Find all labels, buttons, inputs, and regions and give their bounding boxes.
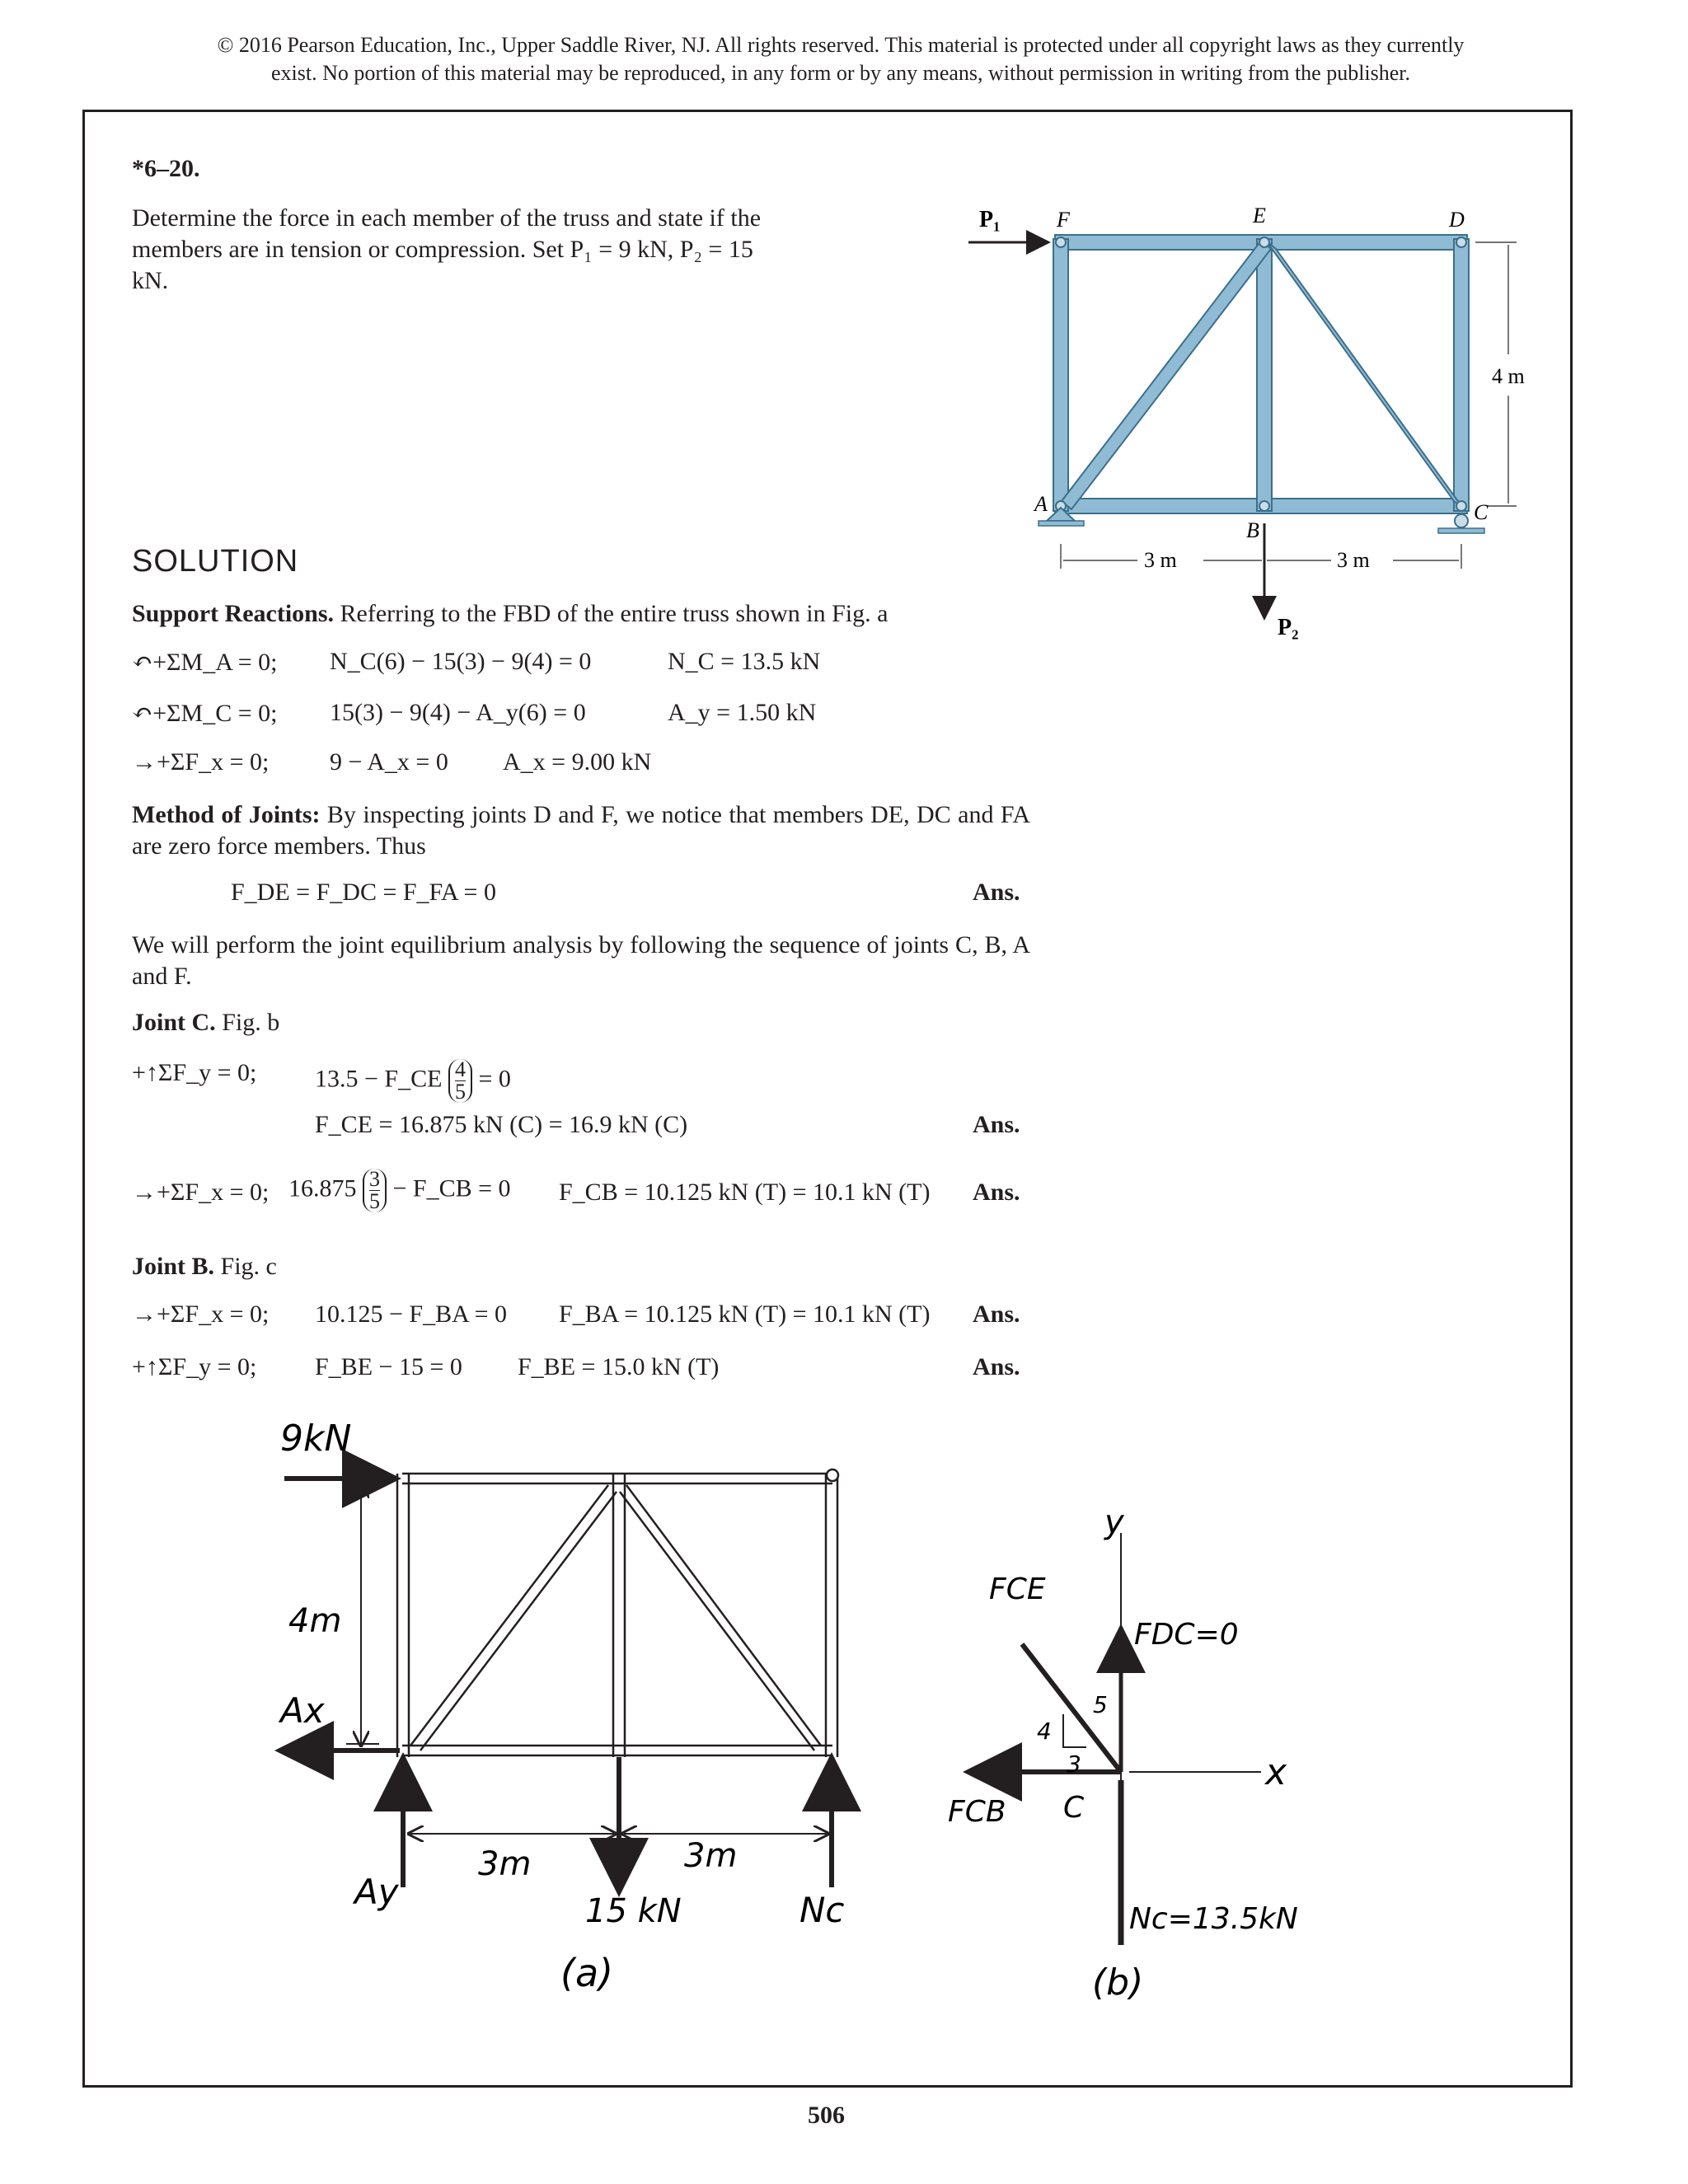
b-eq1-expr: 10.125 − F_BA = 0 [315, 1301, 508, 1328]
copyright-notice [124, 31, 1558, 87]
truss-figure [956, 198, 1533, 659]
ans-label: Ans. [973, 1111, 1020, 1138]
eq3-result: A_x = 9.00 kN [503, 748, 652, 776]
support-reactions-text: Referring to the FBD of the entire truss shown in Fig. a [340, 600, 889, 627]
sketch-a-p2-label: 15 kN [585, 1892, 682, 1930]
b-eq1-lhs: →+ΣF_x = 0; [132, 1301, 270, 1328]
label-P1: P₁ [979, 207, 1001, 232]
eq1-lhs: ↶+ΣM_A = 0; [132, 649, 278, 676]
b-eq2-lhs: +↑ΣF_y = 0; [132, 1353, 257, 1380]
copyright-line-1: © 2016 Pearson Education, Inc., Upper Saddle River, NJ. All rights reserved. This material is protected under all copyright laws as they currently [217, 33, 1465, 57]
label-span-2: 3 m [1337, 548, 1370, 572]
solution-heading: SOLUTION [132, 544, 299, 579]
joint-c-heading [132, 1007, 1030, 1038]
sketch-b-nc-label: Nc=13.5kN [1129, 1902, 1298, 1936]
page-number: 506 [808, 2102, 845, 2129]
sketch-a-nc-label: Nc [799, 1890, 845, 1930]
label-D: D [1449, 208, 1465, 232]
c-eq2-expr-a: 16.875 [288, 1174, 357, 1202]
ans-label: Ans. [973, 1353, 1020, 1380]
c-eq1-expr [315, 1059, 511, 1103]
problem-statement: Determine the force in each member of the truss and state if the members are in tension or compression. Set P₁ = 9 kN, P₂ = 15 kN. [132, 204, 762, 294]
sketch-b-c-label: C [1063, 1791, 1085, 1825]
b-eq2-expr: F_BE − 15 = 0 [315, 1353, 462, 1380]
member-AE [1062, 241, 1271, 509]
eq1-result: N_C = 13.5 kN [668, 648, 821, 675]
method-text: By inspecting joints D and F, we notice that members DE, DC and FA are zero force members. Thus [132, 801, 1030, 860]
c-eq2-expr [288, 1169, 511, 1212]
eq2-result: A_y = 1.50 kN [668, 699, 817, 726]
sketch-a-height-label: 4m [288, 1602, 342, 1640]
member-FA [1053, 239, 1068, 511]
ans-label: Ans. [973, 879, 1020, 906]
fraction-3-5: $\frac{3}{5}$ [363, 1169, 387, 1212]
eq2-lhs: ↶+ΣM_C = 0; [132, 700, 278, 727]
sketch-b-fce-label: FCE [989, 1572, 1046, 1606]
label-height: 4 m [1492, 364, 1525, 388]
sketch-a-fbd-truss [264, 1418, 923, 2044]
roller-support-C [1455, 514, 1468, 527]
c-eq2-result: F_CB = 10.125 kN (T) = 10.1 kN (T) [559, 1179, 931, 1206]
sketch-a-span-1: 3m [478, 1845, 532, 1883]
eq2-expr: 15(3) − 9(4) − A_y(6) = 0 [330, 699, 586, 726]
sequence-paragraph: We will perform the joint equilibrium analysis by following the sequence of joints C, B, A and F. [132, 931, 1030, 990]
label-B: B [1246, 518, 1259, 542]
label-E: E [1253, 204, 1266, 227]
copyright-line-2: exist. No portion of this material may be reproduced, in any form or by any means, without permission in writing from the publisher. [270, 61, 1411, 85]
sketch-a-ax-label: Ax [280, 1690, 325, 1731]
c-eq1-expr-b: = 0 [478, 1065, 511, 1093]
sketch-a-span-2: 3m [684, 1837, 738, 1875]
problem-number: *6–20. [132, 155, 200, 182]
sketch-b-tri-5: 5 [1093, 1691, 1108, 1718]
label-P2: P₂ [1278, 615, 1299, 640]
support-reactions-line [132, 598, 1030, 630]
sketch-a-caption: (a) [560, 1951, 614, 1995]
joint-b-fig: Fig. c [220, 1253, 277, 1280]
eq3-expr: 9 − A_x = 0 [330, 748, 448, 776]
sketch-b-caption: (b) [1092, 1961, 1144, 2004]
zero-force-equation: F_DE = F_DC = F_FA = 0 [231, 879, 496, 906]
b-eq1-result: F_BA = 10.125 kN (T) = 10.1 kN (T) [559, 1301, 931, 1328]
eq3-lhs: →+ΣF_x = 0; [132, 748, 270, 776]
sketch-b-fdc-label: FDC=0 [1134, 1618, 1239, 1652]
ans-label: Ans. [973, 1179, 1020, 1206]
label-span-1: 3 m [1144, 548, 1177, 572]
sketch-b-y-label: y [1104, 1503, 1124, 1541]
joint-b-heading [132, 1251, 1030, 1282]
member-DC [1454, 239, 1469, 511]
label-F: F [1057, 208, 1070, 232]
label-C: C [1474, 500, 1489, 524]
joint-c-fig: Fig. b [222, 1009, 280, 1036]
joint-b-title: Joint B. [132, 1253, 215, 1280]
ans-label: Ans. [973, 1301, 1020, 1328]
joint-c-title: Joint C. [132, 1009, 216, 1036]
sketch-b-fcb-label: FCB [948, 1795, 1006, 1829]
sketch-a-load-label: 9kN [280, 1418, 352, 1460]
sketch-b-tri-3: 3 [1067, 1750, 1081, 1778]
sketch-a-members [397, 1474, 837, 1757]
c-eq1-lhs: +↑ΣF_y = 0; [132, 1059, 257, 1086]
sketch-b-tri-4: 4 [1037, 1718, 1052, 1745]
sketch-a-ay-label: Ay [354, 1872, 399, 1912]
member-EB [1257, 239, 1272, 511]
member-EC [1266, 241, 1464, 509]
truss-members [1053, 235, 1469, 513]
c-eq1-expr-a: 13.5 − F_CE [315, 1065, 443, 1093]
eq1-expr: N_C(6) − 15(3) − 9(4) = 0 [330, 648, 592, 675]
c-eq2-lhs: →+ΣF_x = 0; [132, 1179, 270, 1206]
c-eq1-result: F_CE = 16.875 kN (C) = 16.9 kN (C) [315, 1111, 688, 1138]
sketch-b-x-label: x [1265, 1751, 1287, 1793]
method-title: Method of Joints: [132, 801, 321, 828]
fraction-4-5: $\frac{4}{5}$ [448, 1059, 472, 1103]
c-eq2-expr-b: − F_CB = 0 [392, 1174, 511, 1202]
label-A: A [1034, 492, 1048, 516]
sketch-b-joint-c [940, 1500, 1368, 2027]
method-of-joints-paragraph [132, 799, 1030, 862]
b-eq2-result: F_BE = 15.0 kN (T) [518, 1353, 720, 1380]
support-reactions-title: Support Reactions. [132, 600, 335, 627]
